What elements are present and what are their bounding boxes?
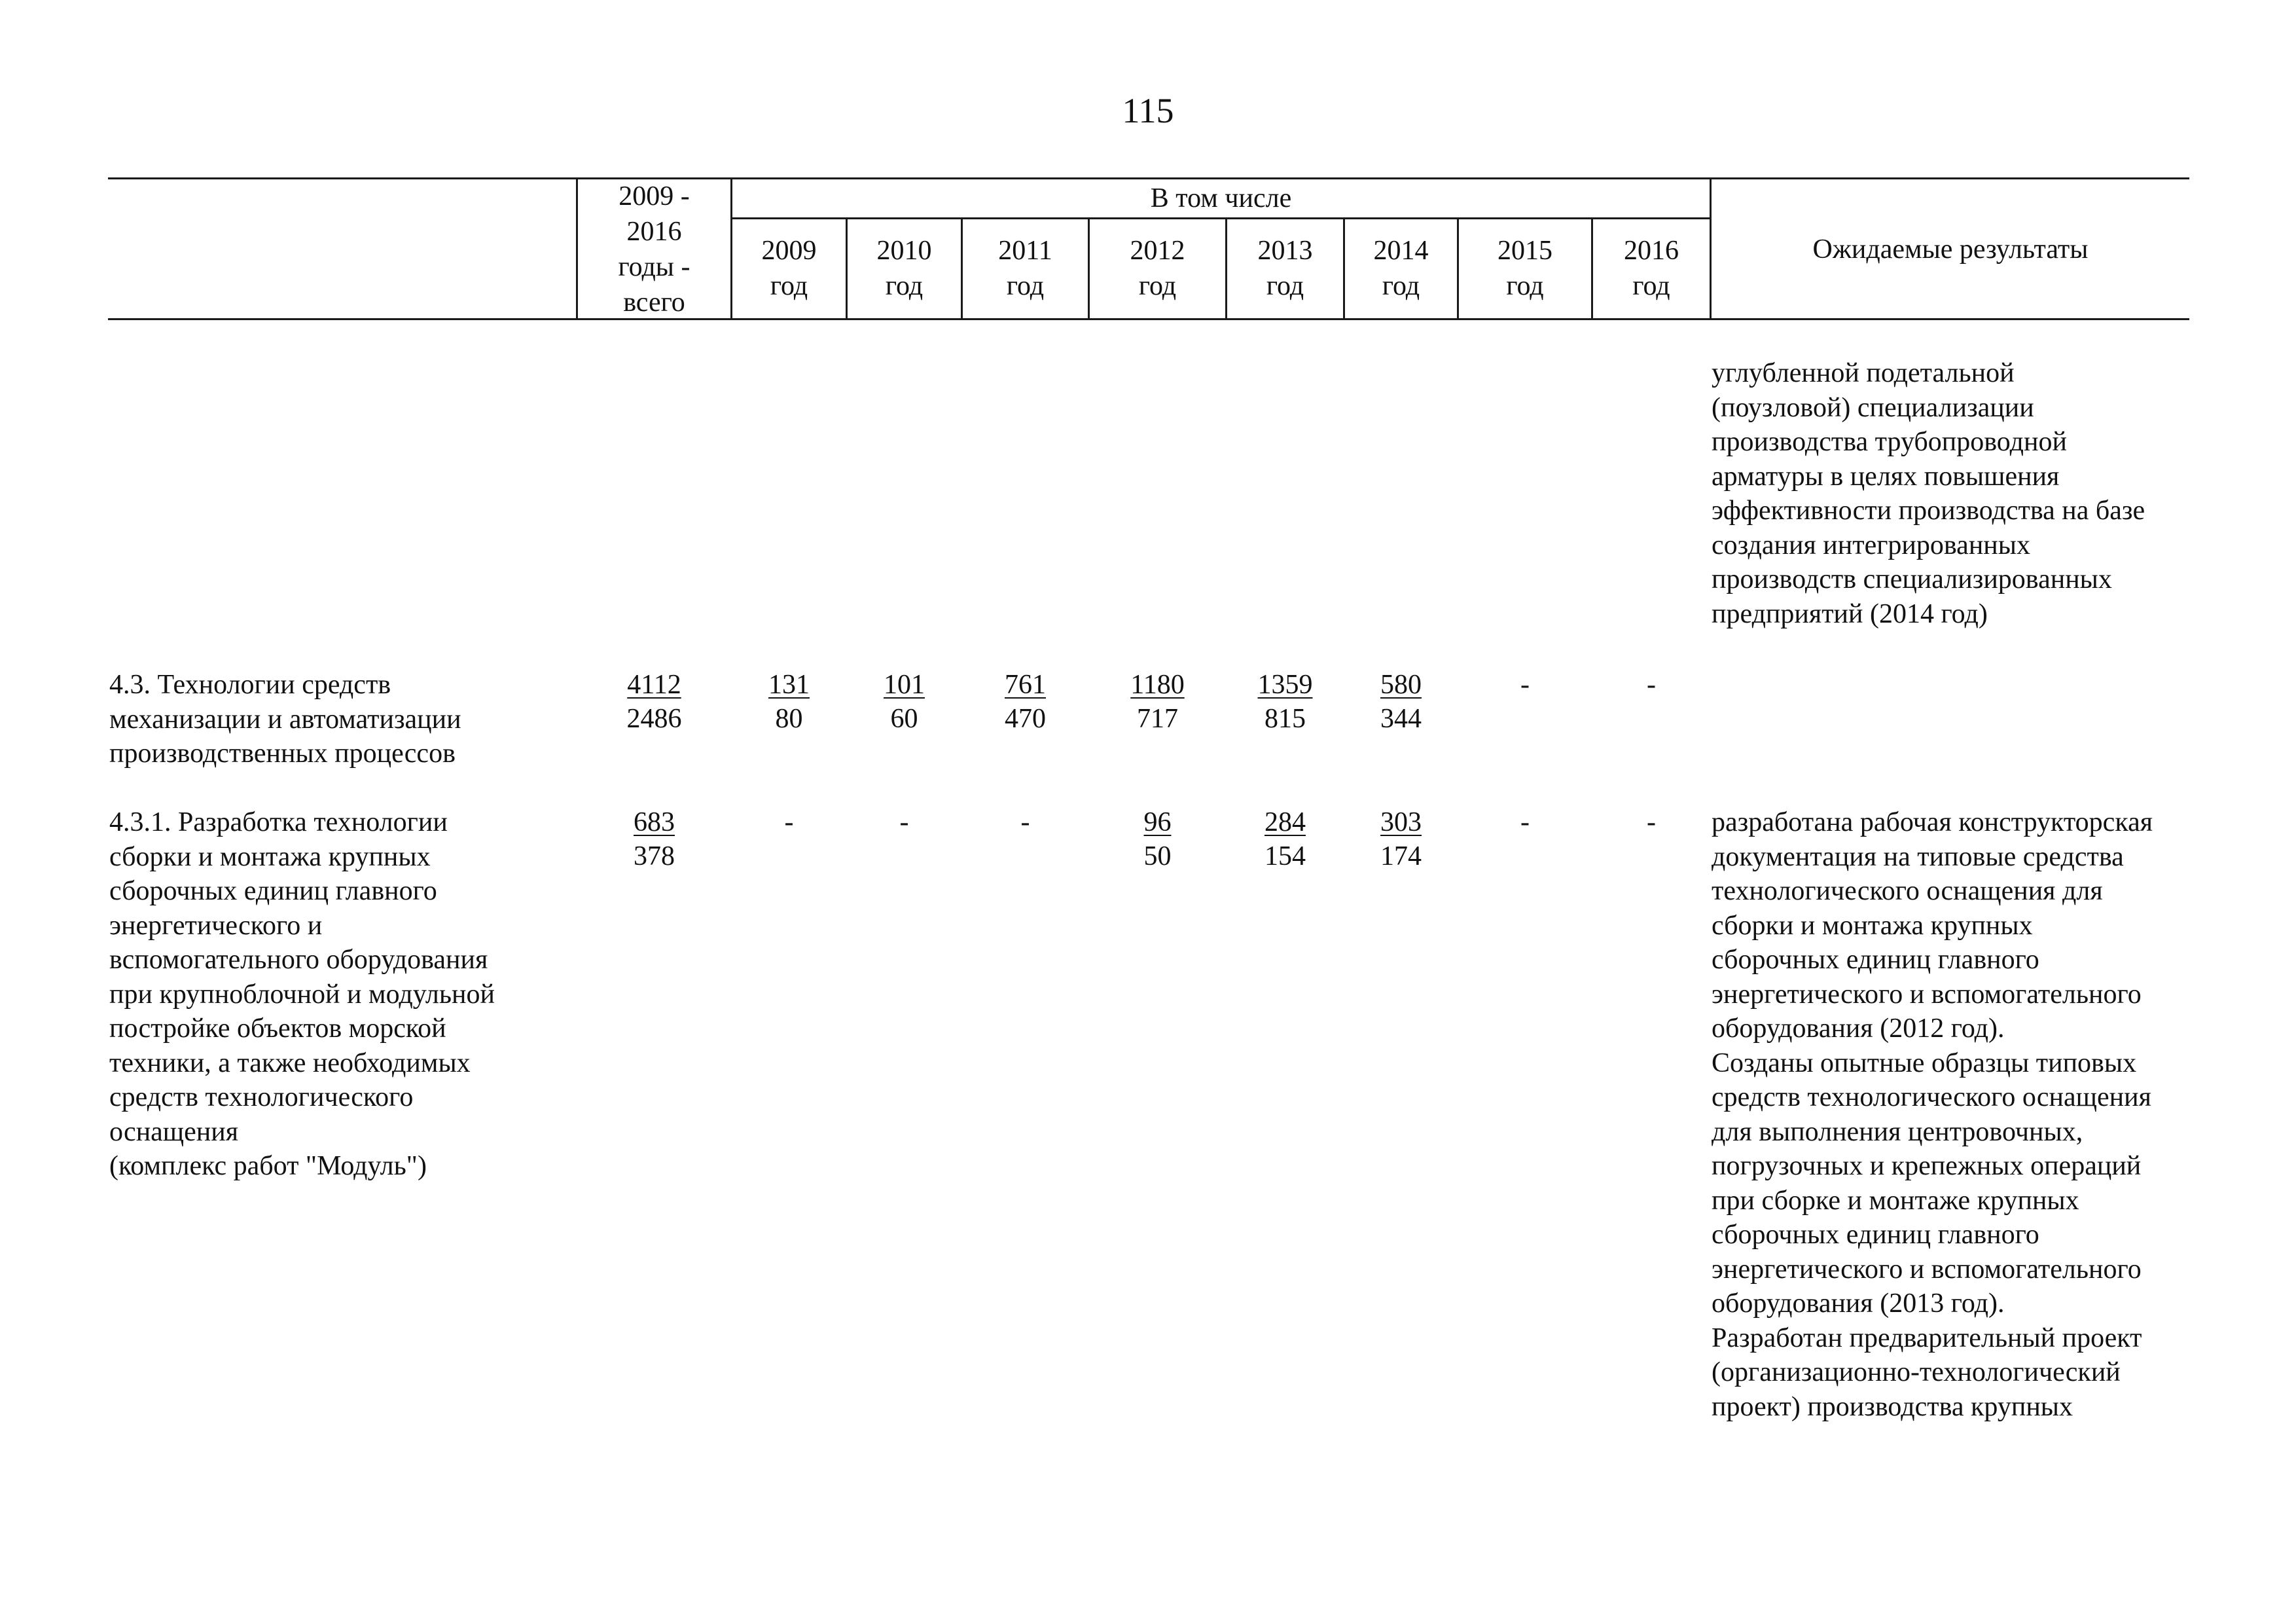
header-year-value: 2011 (998, 236, 1052, 266)
row-total (578, 668, 730, 736)
row-year-cell (1593, 805, 1710, 839)
header-year-2009 (732, 233, 846, 304)
value-bottom: 60 (890, 704, 918, 734)
value-top: 303 (1380, 807, 1422, 837)
value-bottom: 344 (1380, 704, 1422, 734)
value-bottom: 378 (634, 841, 675, 871)
row-result: разработана рабочая конструкторская документация на типовые средства технологического оснащения для сборки и монтажа крупных сборочных единиц главного энергетического и вспомогательного оборудования (2012 год). Созданы опытные образцы типовых средств технологического оснащения для выполнения центровочных, погрузочных и крепежных операций при сборке и монтаже крупных сборочных единиц главного энергетического и вспомогательного оборудования (2013 год). Разработан предварительный проект (организационно-технологический проект) производства крупных (1712, 807, 2153, 1422)
header-year-value: 2013 (1257, 236, 1313, 266)
value-top: 96 (1143, 807, 1172, 837)
header-total-line: 2016 (626, 217, 682, 247)
value-bottom: 174 (1380, 841, 1422, 871)
value-top: - (1647, 670, 1656, 700)
header-year-value: 2012 (1130, 236, 1185, 266)
row-year-cell (1459, 805, 1591, 839)
value-top: 284 (1265, 807, 1306, 837)
header-year-unit: год (1266, 271, 1304, 301)
row-year-cell (848, 805, 961, 839)
row-year-cell (1345, 668, 1457, 736)
value-top: - (1520, 807, 1530, 837)
value-bottom: 815 (1265, 704, 1306, 734)
row-year-cell (963, 668, 1088, 736)
header-year-2010 (848, 233, 961, 304)
header-year-unit: год (1382, 271, 1420, 301)
header-year-unit: год (1632, 271, 1670, 301)
row-year-cell (1345, 805, 1457, 873)
header-total-line: всего (623, 287, 685, 318)
value-bottom: 470 (1005, 704, 1046, 734)
value-top: 1180 (1130, 670, 1185, 700)
row-year-cell (1090, 805, 1225, 873)
page-number: 115 (1122, 91, 1174, 130)
header-year-unit: год (1506, 271, 1544, 301)
row-year-cell (1459, 668, 1591, 702)
header-total-line: 2009 - (619, 181, 690, 211)
header-year-2016 (1593, 233, 1710, 304)
header-bottom-rule (108, 318, 2189, 320)
header-year-value: 2014 (1373, 236, 1429, 266)
header-year-2013 (1227, 233, 1343, 304)
header-year-value: 2016 (1624, 236, 1679, 266)
header-year-value: 2010 (876, 236, 932, 266)
header-year-2012 (1090, 233, 1225, 304)
value-bottom: 50 (1143, 841, 1172, 871)
group-divider-rule (732, 217, 1711, 219)
row-year-cell (1227, 668, 1343, 736)
row-year-cell (963, 805, 1088, 839)
row-title: 4.3. Технологии средств механизации и автоматизации производственных процессов (109, 670, 461, 769)
header-year-value: 2009 (761, 236, 817, 266)
header-total (578, 179, 730, 320)
value-bottom: 717 (1137, 704, 1178, 734)
value-top: 1359 (1257, 670, 1313, 700)
header-results: Ожидаемые результаты (1812, 234, 2089, 264)
header-top-rule (108, 177, 2189, 179)
header-total-line: годы - (618, 252, 691, 282)
header-group-label: В том числе (1150, 183, 1292, 213)
row-total (578, 805, 730, 873)
header-year-unit: год (770, 271, 808, 301)
header-year-unit: год (1006, 271, 1045, 301)
value-bottom: 80 (775, 704, 803, 734)
value-bottom: 2486 (626, 704, 682, 734)
value-bottom: 154 (1265, 841, 1306, 871)
row-title: 4.3.1. Разработка технологии сборки и монтажа крупных сборочных единиц главного энергетического и вспомогательного оборудования при крупноблочной и модульной постройке объектов морской техники, а также необходимых средств технологического оснащения (комплекс работ "Модуль") (109, 807, 495, 1181)
value-top: 101 (884, 670, 925, 700)
value-top: 580 (1380, 670, 1422, 700)
header-year-2011 (963, 233, 1088, 304)
value-top: - (1647, 807, 1656, 837)
header-year-2015 (1459, 233, 1591, 304)
header-year-unit: год (1138, 271, 1177, 301)
header-year-unit: год (885, 271, 924, 301)
value-top: 131 (768, 670, 810, 700)
header-year-value: 2015 (1498, 236, 1552, 266)
header-year-2014 (1345, 233, 1457, 304)
value-top: 761 (1005, 670, 1046, 700)
value-top: - (784, 807, 794, 837)
value-top: - (1020, 807, 1030, 837)
row-year-cell (848, 668, 961, 736)
row-year-cell (1593, 668, 1710, 702)
row-year-cell (732, 668, 846, 736)
continued-result-text: углубленной подетальной (поузловой) специализации производства трубопроводной арматуры в целях повышения эффективности производства на базе создания интегрированных производств специализированных предприятий (2014 год) (1712, 358, 2145, 629)
value-top: - (899, 807, 909, 837)
value-top: 683 (634, 807, 675, 837)
value-top: 4112 (627, 670, 681, 700)
row-year-cell (732, 805, 846, 839)
value-top: - (1520, 670, 1530, 700)
row-year-cell (1090, 668, 1225, 736)
row-year-cell (1227, 805, 1343, 873)
